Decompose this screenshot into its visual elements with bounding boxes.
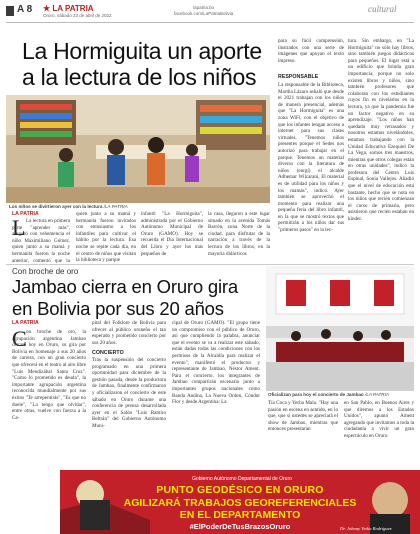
newspaper-logo [43,4,94,13]
ad-issuer: Gobierno Autónomo Departamental de Oruro [192,476,292,482]
story2-col4: Tía Coca y Yerba Mala. "Hay una pasión en escena en sentido, en lo que, que si ustedes se apreciará el show de Jambao, mientras que entonces presentarán [268,400,338,433]
story1-photo [6,95,270,203]
story2-headline-line2: en Bolivia por sus 20 años [12,298,224,319]
story1-right-col2: tura. Sin embargo, en "La Hormiguita" no sólo hay libros, sino también juegos didácticos para pequeños. El lugar está a un edificio que brinda gran importancia, porque no solo existen libros y niños, sino también profesores que colaboran con los estudiantes cuyos fin es nivelarlos en la lectura, ya que la pandemia fue un factor negativo en su aprendizaje. "Los niños han quedado muy retrasados y nosotros estamos nivelándoles, estamos trabajando con la Unidad Educativa Ezequiel De La Vega, somos tres maestros, mientras que otros colegas están en otras unidades", indicó la profesora del Centro Luis Espinal, Sonia Vallejos. Añadió que el nivel de educación está bastante, hecho que se nota en los niños que recién comienzan el curso de primaria, pero asistieron que recién estaban en kínder. [348,38,414,223]
story1-col1: La lectura en primera parte "aprender más", aseguró con vehemencia el niño Maximiliano Gómez, quien junto a su mamá y hermanita fueron la noche anterior, comentó que la [12,218,70,263]
story2-caption-credit: /LA PATRIA [365,392,389,397]
story1-right-col1b: La responsable de la Biblioteca, Martha Lázaro señaló que desde el 2021 trabajan con los niños de manera presencial, además que "La Hormiguita" es una zona WiFi, con el objetivo de que los infantes tengan acceso a internet para sus clases virtuales. "Tenemos niños presentes porque el Sedes nos autorizó para trabajar en el parque. Tenemos un material diverso con la literatura de niños (enrgí) el alcalde Adhemar Wilcarani, El material es de utilidad para los niños y los mamás", indicó. Ayer también se aprovechó el momento para realizar una pequeña feria del libro infantil, en la que se mostró textos que permitirán a los niños dar sus "primeros pasos" en la lec- [278,82,344,234]
section-label: cultural [368,4,397,14]
story2-caption [268,392,389,397]
story1-col3: infantil "La Hormiguita", administrada por el Gobierno Autónomo Municipal de Oruro (GAMO). Hoy se recuerda el Día Internacional del Libro y ayer los más pequeños de [141,211,203,257]
page-number: A 8 [17,4,33,15]
story2-col2: pital del Folklore de Bolivia para ofrecer al público oruneño el tan esperado y prometido concierto por sus 20 años. [92,320,166,346]
story1-col4: la casa, llegaron a este lugar situado en la avenida Tomás Barrón, zona Norte de la ciudad, para disfrutar de la narración a través de la lectura de los libros, en la mayoría didácticos [208,211,270,257]
story2-headline-line1: Jambao cierra en Oruro gira [12,276,238,297]
story1-caption-credit: /LA PATRIA [103,204,128,209]
story1-caption [9,204,128,209]
story2-caption-text: Oficializan para hoy el concierto de Jambao [268,392,364,397]
ad-title-line2: AGILIZARÁ TRABAJOS GEOREFERENCIALES [123,497,357,509]
website-link[interactable]: lapatria.bo [193,5,215,10]
section-divider [6,264,414,265]
story2-dropcap: C [12,326,27,351]
ad-title-line3: EN EL DEPARTAMENTO [179,509,301,521]
social-links [174,5,233,17]
issue-date: Oruro, sábado 23 de abril de 2022 [43,13,112,18]
story1-headline [22,38,272,90]
ad-hashtag: #ElPoderDeTusBrazosOruro [189,522,291,531]
page-marker [6,6,14,16]
government-ad-banner[interactable] [60,470,420,534]
page-header [0,0,420,33]
story2-byline: LA PATRIA [12,320,39,326]
story1-col2: quien junto a su mamá y hermanita fueron invitados con entusiasmo a los infantiles para cultivar el hábito por la lectura. Esa noche se repite cada día, en el centro de niños que visitan la biblioteca y parque [76,211,136,263]
story2-col3: cipal de Oruro (GAMO). "El grupo tiene un compromiso con el público de Oruro, así que cumpliendo la palabra, anunciar que el evento se va a realizar este sábado, están dadas todas las condiciones con los permisos de la Alcaldía para realizar el evento", manifestó el productor y representante de Jambao, Néstor Ament. Para el concierto, los integrantes de Jambao compartirán escenario junto a importantes grupos nacionales como Banda Andina, La Nueva Orden, Cóndor Flor y desde Argentina: La [172,320,260,406]
logo-text: LA PATRIA [52,4,94,13]
story2-photo [266,266,414,391]
story2-kicker: Con broche de oro [12,267,79,276]
ad-signature: Dr. Johnny Vedia Rodríguez [340,526,392,531]
story1-headline-line1: La Hormiguita un aporte [22,38,262,64]
story1-byline: LA PATRIA [12,211,39,217]
story2-col2b: Tras la suspensión del concierto programado en una primera oportunidad para diciembre de la gestión pasada, desde la productora de Jambao, finalmente confirmaron y oficializaron el concierto de este sábado en Oruro durante una conferencia de prensa desarrollada ayer en el Salón "Luis Ramiro Beltrán" del Gobierno Autónomo Muni- [92,357,166,429]
ad-title-line1: PUNTO GEODÉSICO EN ORURO [156,484,324,496]
story1-caption-text: Los niños se divirtieron ayer con la lectura [9,204,103,209]
star-icon: ★ [43,4,51,13]
story2-col5: en San Pablo, en Buenos Aires y que diremos a los Estados Unidos", apuntó Ament agregando que invitamos a toda la ciudadanía a vivir un gran espectáculo en Oruro. [344,400,414,439]
press-conference-illustration [266,266,414,391]
header-rule [6,22,414,23]
story1-dropcap: L [12,215,26,240]
story1-right-col1: para su fácil comprensión, ilustrados con una serie de imágenes que apoyan el texto impreso. [278,38,344,64]
facebook-link[interactable]: facebook.com/LaPatriaBolivia [174,11,234,16]
story2-col1: on broche de oro, la agrupación argentina Jambao cerrará hoy en Oruro, su gira por Bolivia en homenaje a sus 20 años de carrera, con un gran concierto que ofrecerá en el teatro al aire libre "Luis Mendizábal Santa Cruz". "Como lo prometido es deuda", la importante agrupación argentina reconocida mundialmente por sus éxitos "Te arrepentirás", "Es que no duele", "La tengo que olvidar", entre otras, vuelve con fuerza a la Ca- [12,329,86,421]
library-photo-illustration [6,95,270,203]
story1-headline-line2: a la lectura de los niños [22,64,257,90]
story1-subhead: RESPONSABLE [278,74,319,80]
story2-subhead: CONCIERTO [92,350,124,356]
